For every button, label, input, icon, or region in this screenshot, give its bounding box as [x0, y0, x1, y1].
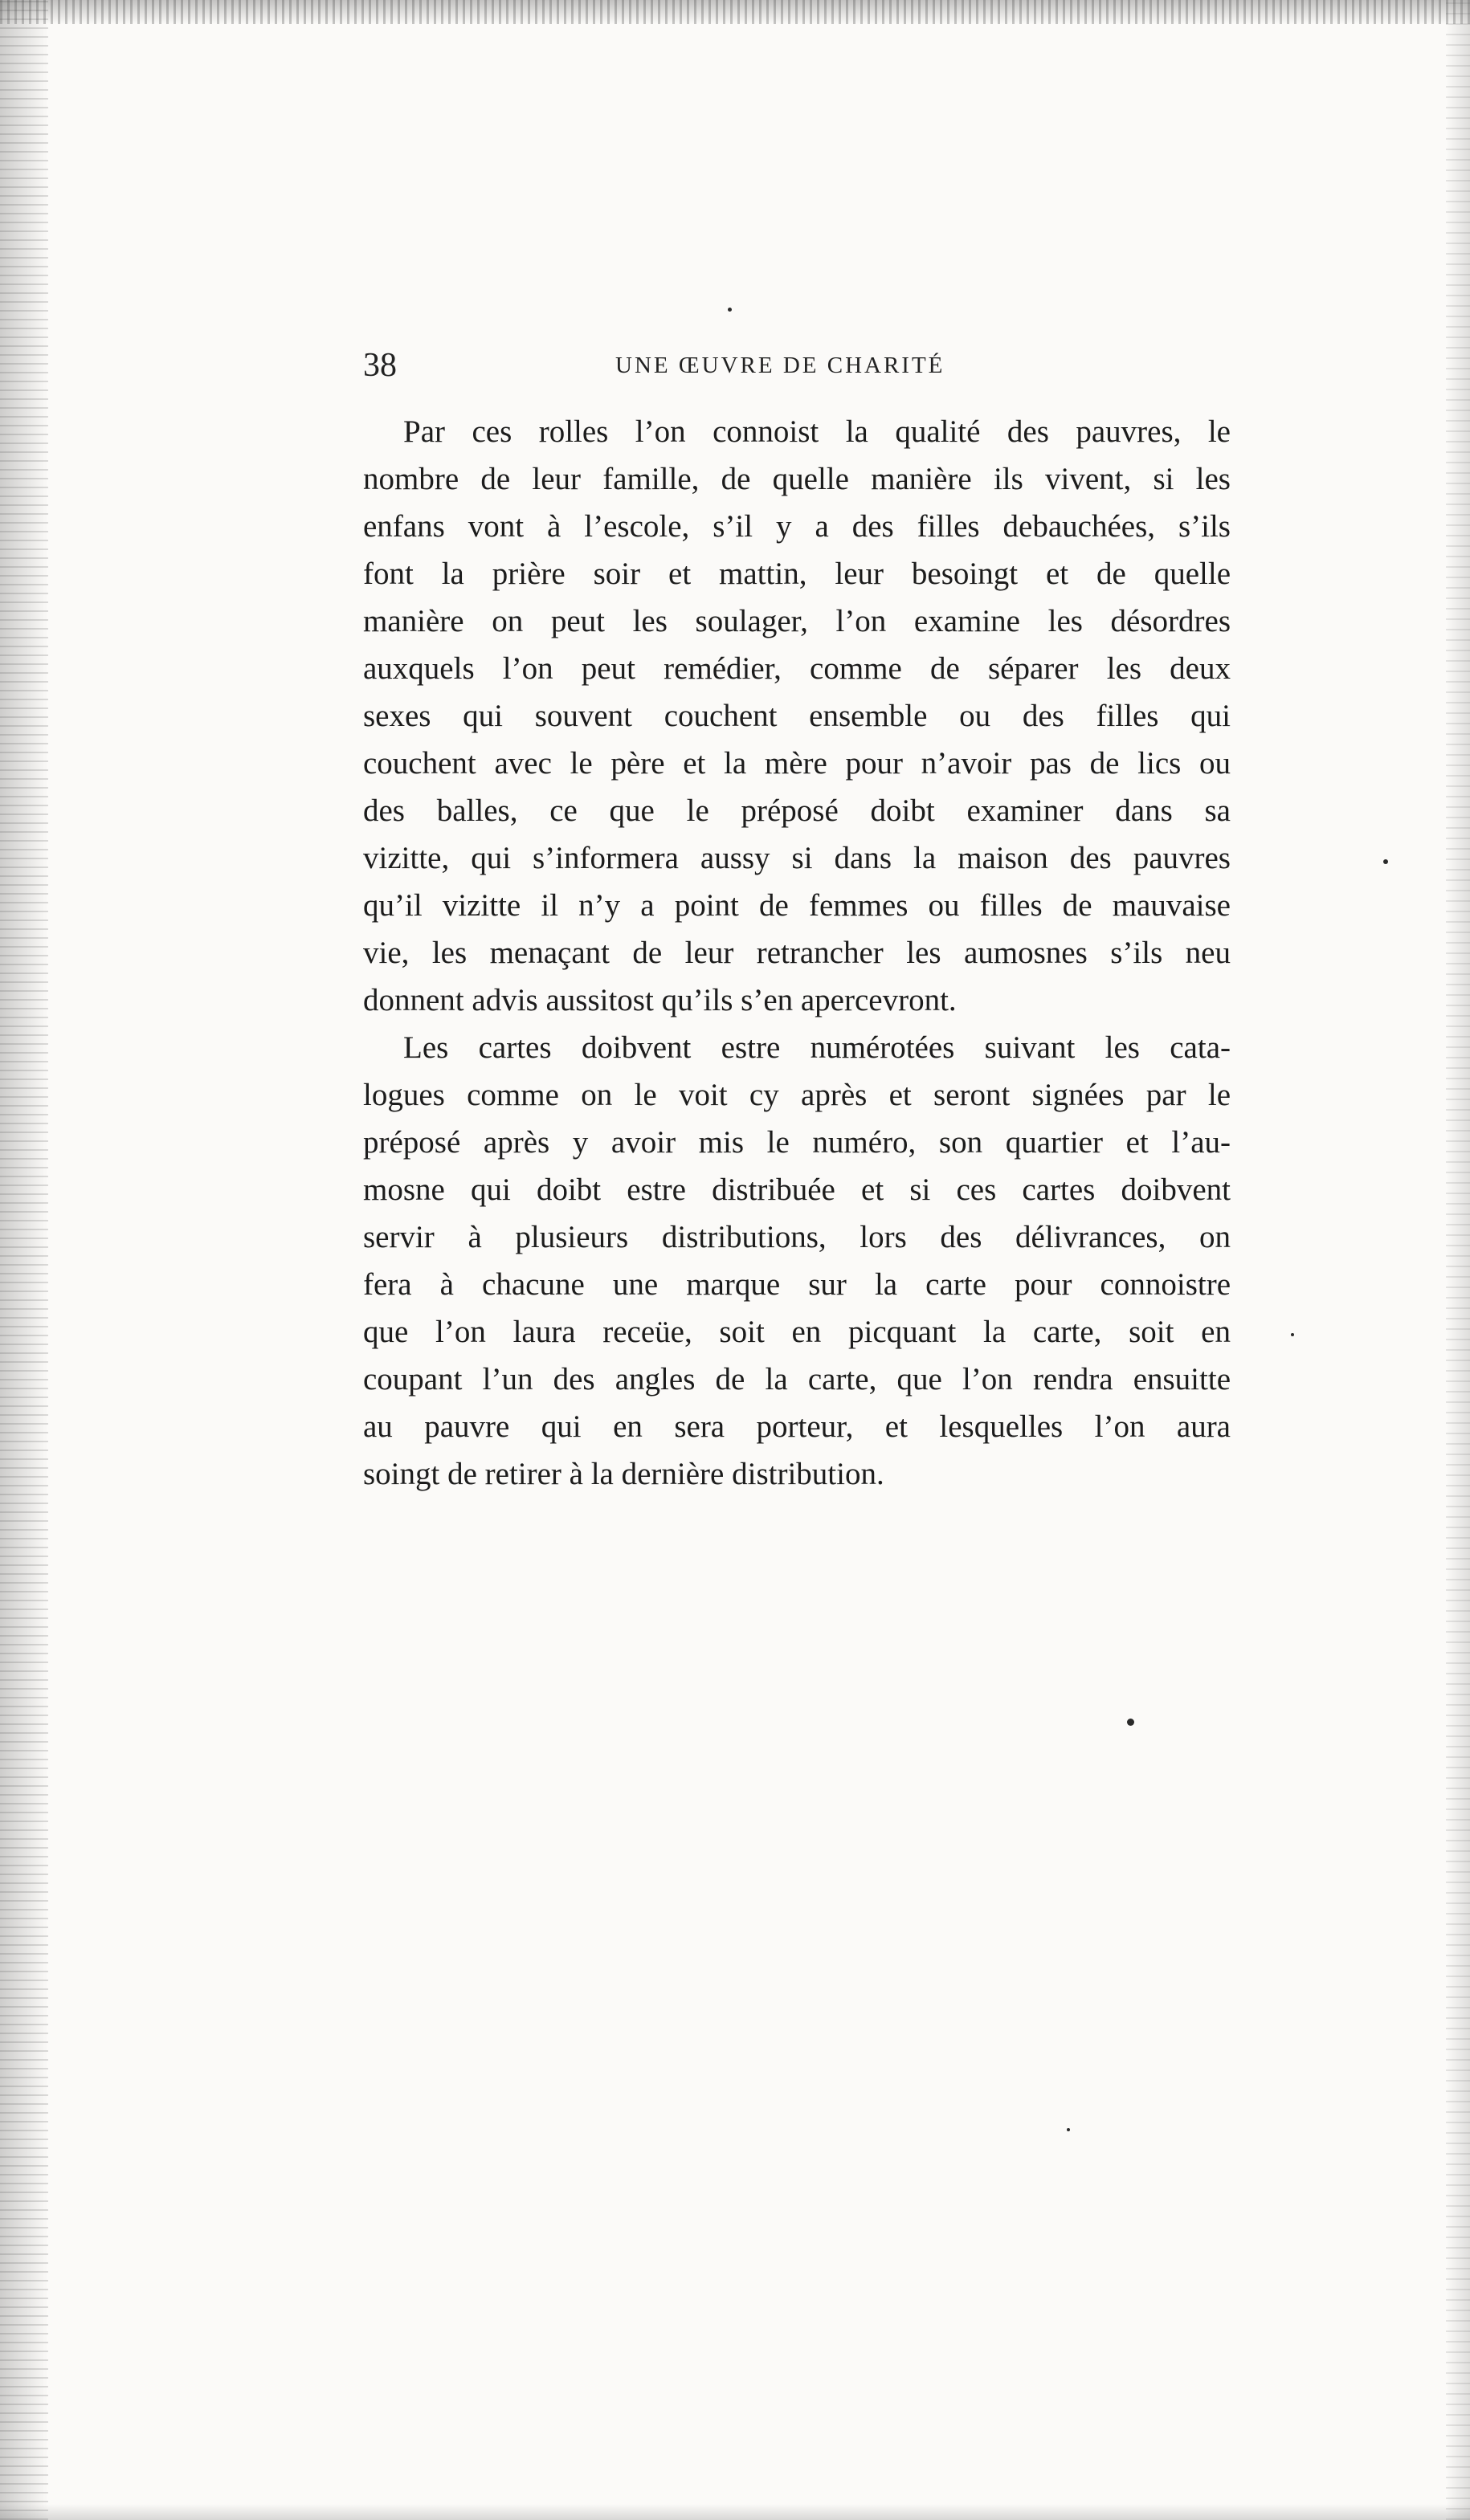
text-line: préposé après y avoir mis le numéro, son quartier et l’au-	[363, 1125, 1231, 1160]
text-line: qu’il vizitte il n’y a point de femmes ou filles de mauvaise	[363, 888, 1231, 923]
text-line: logues comme on le voit cy après et seront signées par le	[363, 1078, 1231, 1112]
text-line: coupant l’un des angles de la carte, que l’on rendra ensuitte	[363, 1362, 1231, 1397]
page-number: 38	[363, 347, 397, 384]
text-line: manière on peut les soulager, l’on examine les désordres	[363, 604, 1231, 638]
text-line: servir à plusieurs distributions, lors des délivrances, on	[363, 1220, 1231, 1254]
ink-speck	[1127, 1719, 1134, 1726]
text-line: couchent avec le père et la mère pour n’avoir pas de lics ou	[363, 746, 1231, 781]
ink-speck	[728, 308, 732, 312]
scan-edge-left	[0, 0, 48, 2520]
text-line: sexes qui souvent couchent ensemble ou des filles qui	[363, 699, 1231, 733]
text-line: auxquels l’on peut remédier, comme de séparer les deux	[363, 651, 1231, 686]
ink-speck	[1067, 2128, 1070, 2131]
running-title: UNE ŒUVRE DE CHARITÉ	[615, 353, 945, 378]
text-line: soingt de retirer à la dernière distribution.	[363, 1457, 884, 1491]
ink-speck	[1291, 1333, 1294, 1336]
text-line: enfans vont à l’escole, s’il y a des filles debauchées, s’ils	[363, 509, 1231, 544]
text-line: Les cartes doibvent estre numérotées suivant les cata-	[403, 1030, 1231, 1065]
ink-speck	[1383, 859, 1388, 864]
text-line: des balles, ce que le préposé doibt examiner dans sa	[363, 793, 1231, 828]
scan-edge-right	[1446, 0, 1470, 2520]
text-line: donnent advis aussitost qu’ils s’en apercevront.	[363, 983, 957, 1017]
text-line: au pauvre qui en sera porteur, et lesquelles l’on aura	[363, 1409, 1231, 1444]
scan-edge-bottom	[0, 2504, 1470, 2520]
text-line: nombre de leur famille, de quelle manière ils vivent, si les	[363, 462, 1231, 496]
text-line: vie, les menaçant de leur retrancher les aumosnes s’ils neu	[363, 936, 1231, 970]
scan-edge-top	[0, 0, 1470, 24]
text-line: fera à chacune une marque sur la carte pour connoistre	[363, 1267, 1231, 1302]
text-line: font la prière soir et mattin, leur besoingt et de quelle	[363, 557, 1231, 591]
text-line: que l’on laura receüe, soit en picquant la carte, soit en	[363, 1315, 1231, 1349]
paragraph-2	[363, 1024, 1231, 1498]
body-text	[363, 408, 1231, 1498]
text-line: mosne qui doibt estre distribuée et si ces cartes doibvent	[363, 1172, 1231, 1207]
text-line: Par ces rolles l’on connoist la qualité des pauvres, le	[403, 414, 1231, 449]
paragraph-1	[363, 408, 1231, 1024]
page-header	[363, 341, 1231, 389]
text-line: vizitte, qui s’informera aussy si dans la maison des pauvres	[363, 841, 1231, 875]
